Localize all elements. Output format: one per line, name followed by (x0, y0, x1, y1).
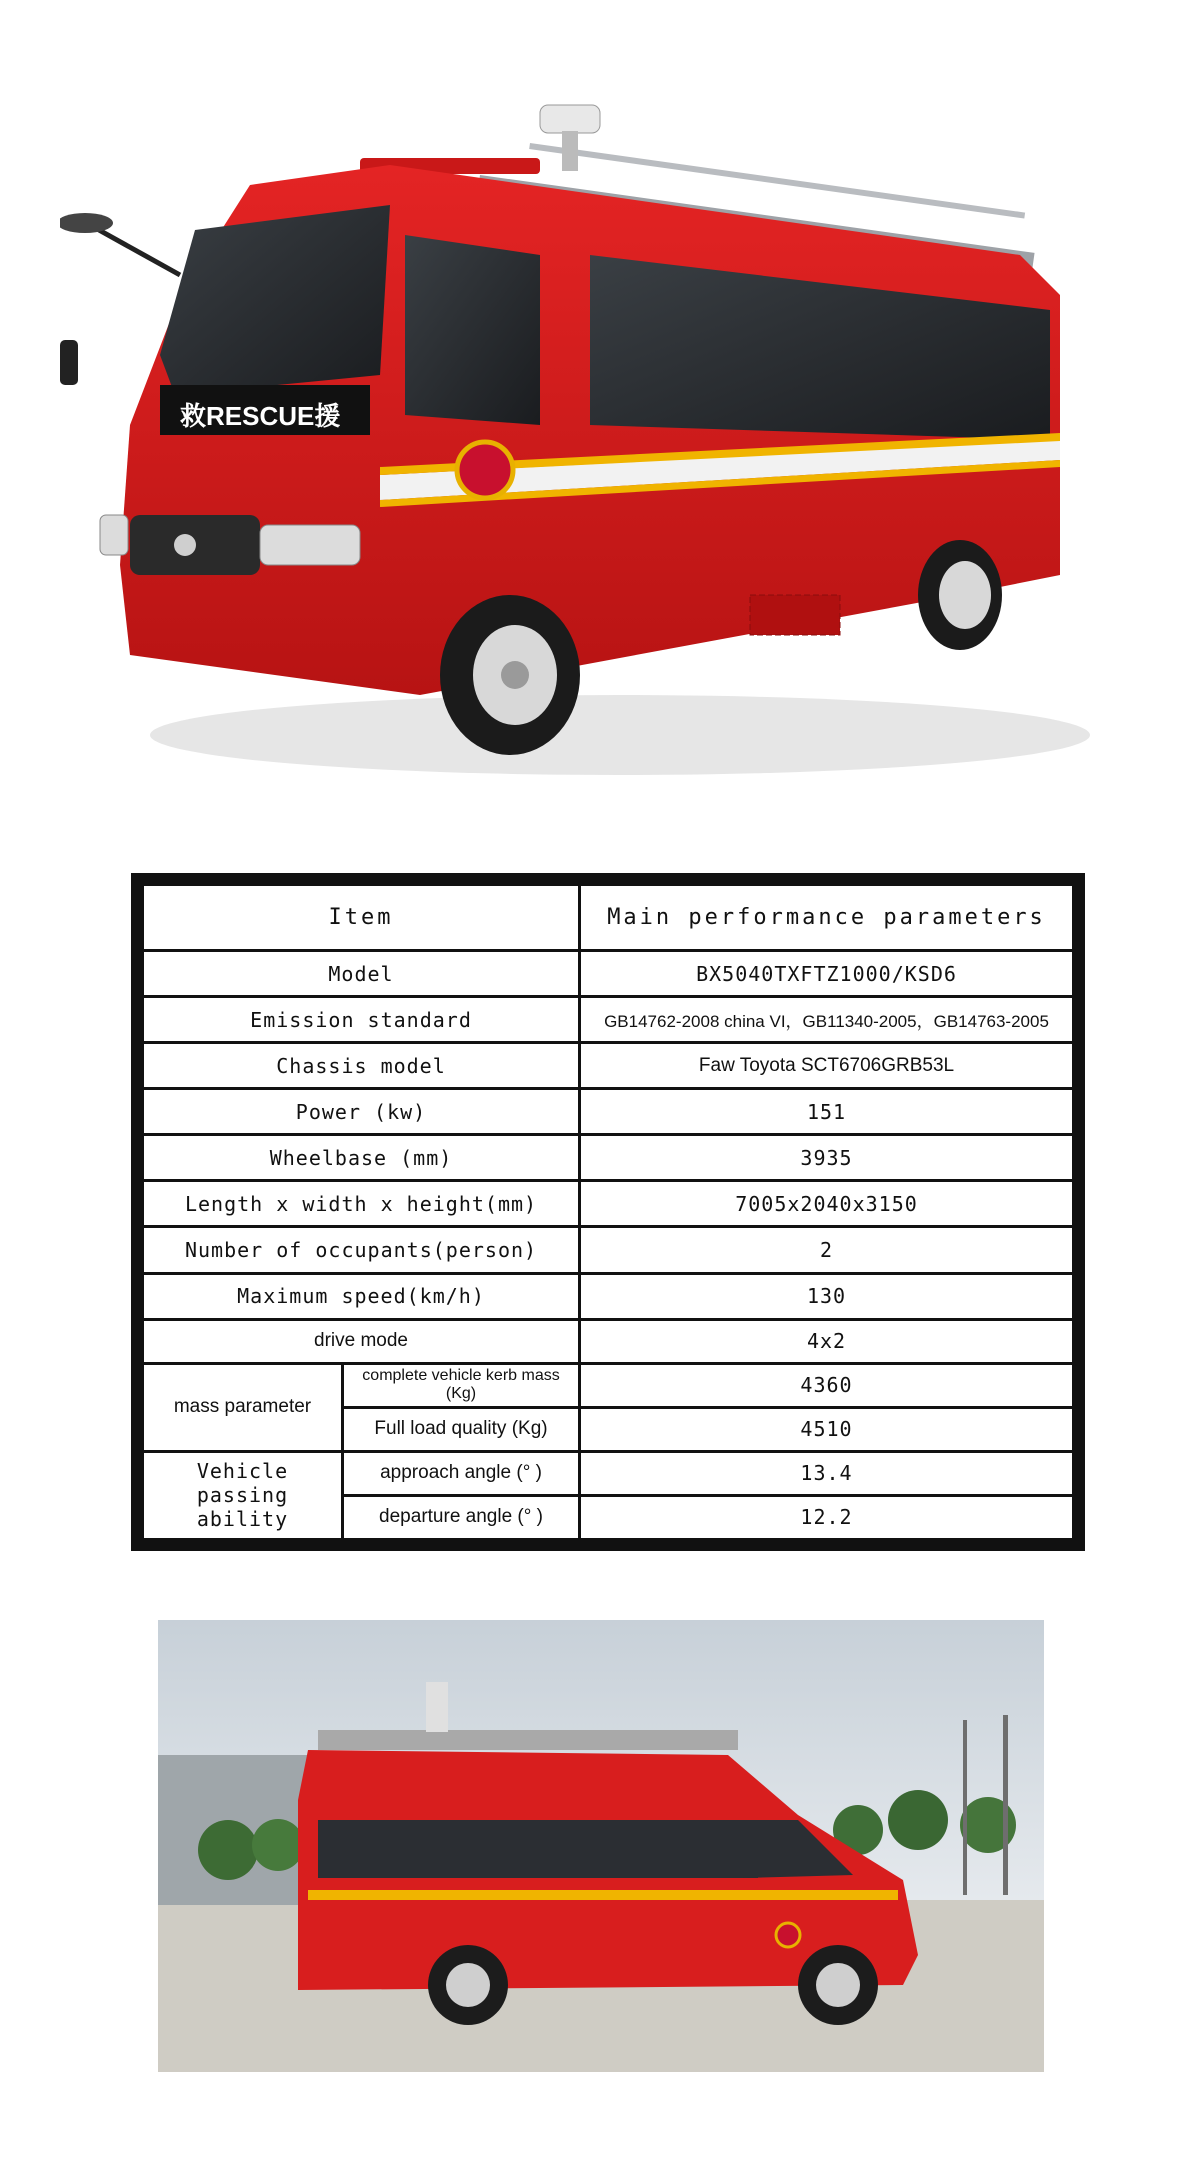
table-row (143, 1089, 1074, 1135)
row-label: approach angle (° ) (343, 1451, 580, 1495)
front-wheel (440, 595, 580, 755)
row-label: Power (kw) (143, 1089, 580, 1135)
table-row (143, 1363, 1074, 1407)
table-row (143, 1135, 1074, 1181)
row-value: BX5040TXFTZ1000/KSD6 (580, 951, 1074, 997)
row-label: drive mode (143, 1319, 580, 1363)
van-roof-rack (318, 1730, 738, 1750)
row-value: 4x2 (580, 1319, 1074, 1363)
mass-group-label: mass parameter (143, 1363, 343, 1451)
spec-table (141, 883, 1075, 1541)
row-label: Number of occupants(person) (143, 1227, 580, 1273)
camera-mast (540, 105, 600, 171)
spec-table-frame (131, 873, 1085, 1551)
row-label: complete vehicle kerb mass (Kg) (343, 1363, 580, 1407)
table-row (143, 1043, 1074, 1089)
van-rear-wheel (428, 1945, 508, 2025)
row-label: departure angle (° ) (343, 1495, 580, 1539)
row-label: Full load quality (Kg) (343, 1407, 580, 1451)
table-row (143, 1227, 1074, 1273)
row-value: 151 (580, 1089, 1074, 1135)
table-row (143, 997, 1074, 1043)
table-row (143, 951, 1074, 997)
fire-emblem (457, 442, 513, 498)
front-sign: 救RESCUE援 (180, 401, 341, 431)
table-row (143, 1181, 1074, 1227)
row-value: 2 (580, 1227, 1074, 1273)
row-value: 3935 (580, 1135, 1074, 1181)
van-side-windows (318, 1820, 758, 1878)
windshield (160, 205, 390, 395)
row-value: Faw Toyota SCT6706GRB53L (580, 1043, 1074, 1089)
row-value: 130 (580, 1273, 1074, 1319)
passing-group-label: Vehicle passing ability (143, 1451, 343, 1539)
header-item: Item (143, 885, 580, 951)
table-header-row (143, 885, 1074, 951)
rear-wheel (918, 540, 1002, 650)
row-value: 7005x2040x3150 (580, 1181, 1074, 1227)
row-value: 4360 (580, 1363, 1074, 1407)
table-row (143, 1451, 1074, 1495)
row-label: Model (143, 951, 580, 997)
row-label: Wheelbase (mm) (143, 1135, 580, 1181)
row-value: 13.4 (580, 1451, 1074, 1495)
row-label: Length x width x height(mm) (143, 1181, 580, 1227)
van-front-wheel (798, 1945, 878, 2025)
table-row (143, 1319, 1074, 1363)
row-value: 12.2 (580, 1495, 1074, 1539)
row-label: Maximum speed(km/h) (143, 1273, 580, 1319)
row-value: GB14762-2008 china VI，GB11340-2005，GB14763-2005 (580, 997, 1074, 1043)
row-value: 4510 (580, 1407, 1074, 1451)
header-params: Main performance parameters (580, 885, 1074, 951)
rescue-van-photo (158, 1620, 1044, 2072)
row-label: Chassis model (143, 1043, 580, 1089)
rescue-bus-photo (60, 95, 1120, 795)
row-label: Emission standard (143, 997, 580, 1043)
table-row (143, 1273, 1074, 1319)
